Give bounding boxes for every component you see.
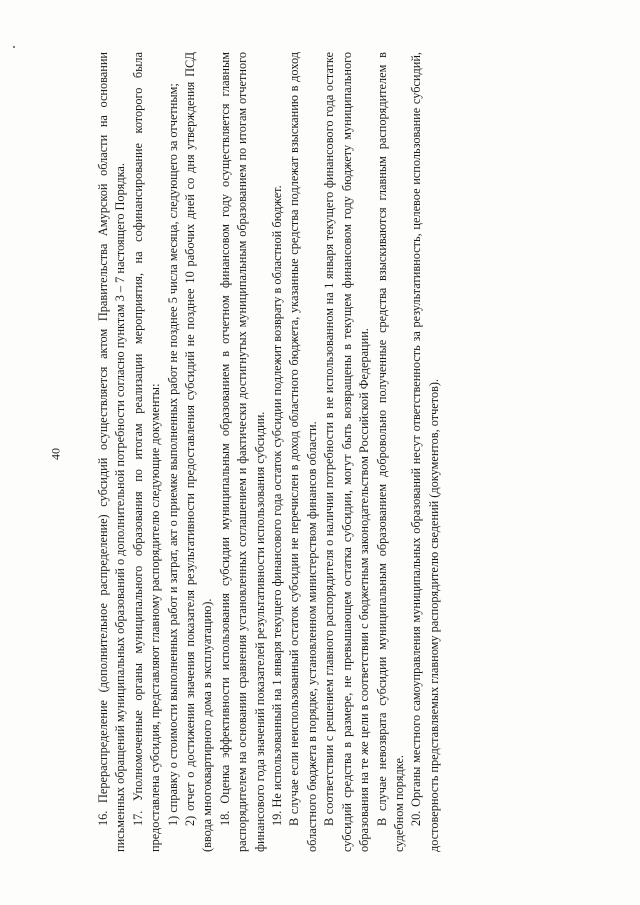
list-item-1: 1) справку о стоимости выполненных работ и затрат, акт о приемке выполненных работ не позднее 5 числа месяца, следующего за отчетным; [165,83,180,826]
paragraph-19-return: В соответствии с решением главного распорядителя о наличии потребности в не использованном на 1 января текущего финансового года остатке субсидий средства в размере, не превышающем остатка субсидии, могут быть возвращены в текущем финансовом году бюджету муниципального образования на те же цели в соответствии с бюджетным законодательством Российской Федерации. [322,52,372,852]
paragraph-19-court: В случае невозврата субсидии муниципальным образованием добровольно полученные средства взыскиваются главным распорядителем в судебном порядке. [374,52,406,852]
document-body [95,52,545,852]
list-item-2: 2) отчет о достижении значения показателя результативности предоставления субсидий не позднее 10 рабочих дней со дня утверждения ПСД (ввода многоквартирного дома в эксплуатацию). [183,52,215,852]
scan-speck [13,46,15,48]
paragraph-19-unpaid-balance: В случае если неиспользованный остаток субсидии не перечислен в доход областного бюджета, указанные средства подлежат взысканию в доход областного бюджета в порядке, установленном министерством финансов области. [287,52,319,852]
paragraph-18: 18. Оценка эффективности использования субсидии муниципальным образованием в отчетном финансовом году осуществляется главным распорядителем на основании сравнения установленных соглашением и фактически достигнутых муниципальным образованием по итогам отчетного финансового года значений показателей результативности использования субсидии. [217,52,267,852]
page-number: 40 [48,448,63,460]
paragraph-17: 17. Уполномоченные органы муниципального образования по итогам реализации мероприятия, на софинансирование которого была предоставлена субсидия, представляют главному распорядителю следующие документы: [130,52,163,852]
paragraph-20: 20. Органы местного самоуправления муниципальных образований несут ответственность за результативность, целевое использование субсидий, достоверность представляемых главному распорядителю сведений (документов, отчетов). [409,52,441,852]
paragraph-16: 16. Перераспределение (дополнительное распределение) субсидий осуществляется актом Правительства Амурской области на основании письменных обращений муниципальных образований о дополнительной потребности согласно пунктам 3 – 7 настоящего Порядка. [96,52,128,852]
rotated-text-block [95,52,545,852]
paragraph-19: 19. Не использованный на 1 января текущего финансового года остаток субсидии подлежит возврату в областной бюджет. [270,185,285,826]
